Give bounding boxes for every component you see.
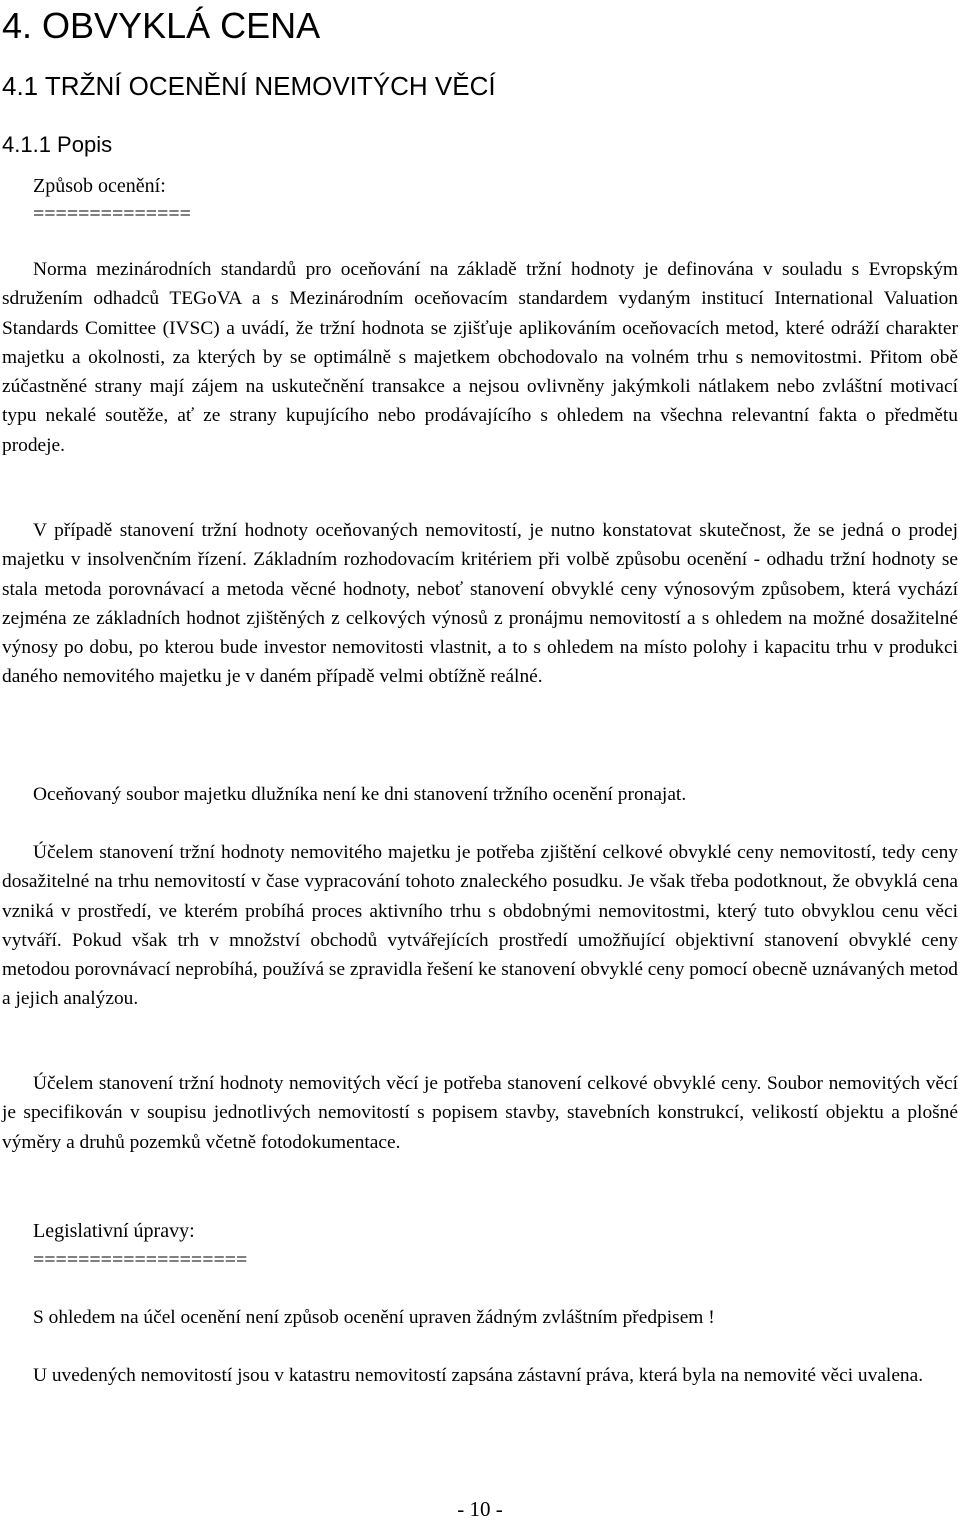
- subsection-heading: 4.1.1 Popis: [2, 132, 113, 157]
- method-label: Způsob ocenění:: [33, 175, 166, 197]
- paragraph-purpose: Účelem stanovení tržní hodnoty nemovitého majetku je potřeba zjištění celkové obvyklé ceny nemovitostí, tedy ceny dosažitelné na trhu nemovitostí v čase vypracování tohoto znaleckého posudku. Je však třeba podotknout, že obvyklá cena vzniká v prostředí, ve kterém probíhá proces aktivního trhu s obdobnými nemovitostmi, který tuto obvyklou cenu věci vytváří. Pokud však trh v množství obchodů vytvářejících prostředí umožňující objektivní stanovení obvyklé ceny metodou porovnávací neprobíhá, používá se zpravidla řešení ke stanovení obvyklé ceny pomocí obecně uznávaných metod a jejich analýzou.: [2, 842, 958, 1010]
- paragraph-legislation: S ohledem na účel ocenění není způsob ocenění upraven žádným zvláštním předpisem !: [33, 1307, 715, 1328]
- page-number: - 10 -: [457, 1497, 503, 1521]
- paragraph-definition: Norma mezinárodních standardů pro oceňování na základě tržní hodnoty je definována v souladu s Evropským sdružením odhadců TEGoVA a s Mezinárodním oceňovacím standardem vydaným institucí International Valuation Standards Comittee (IVSC) a uvádí, že tržní hodnota se zjišťuje aplikováním oceňovacích metod, které odráží charakter majetku a okolnosti, za kterých by se optimálně s majetkem obchodovalo na volném trhu s nemovitostmi. Přitom obě zúčastněné strany mají zájem na uskutečnění transakce a nejsou ovlivněny jakýmkoli nátlakem nebo zvláštní motivací typu nekalé soutěže, ať ze strany kupujícího nebo prodávajícího s ohledem na všechna relevantní fakta o předmětu prodeje.: [2, 259, 958, 456]
- section-heading: 4.1 TRŽNÍ OCENĚNÍ NEMOVITÝCH VĚCÍ: [2, 71, 496, 101]
- legislation-label: Legislativní úpravy:: [33, 1220, 195, 1242]
- legislation-rule: ===================: [33, 1249, 248, 1271]
- chapter-heading: 4. OBVYKLÁ CENA: [2, 5, 321, 46]
- paragraph-liens: U uvedených nemovitostí jsou v katastru nemovitostí zapsána zástavní práva, která byla na nemovité věci uvalena.: [33, 1365, 924, 1386]
- paragraph-method-choice: V případě stanovení tržní hodnoty oceňovaných nemovitostí, je nutno konstatovat skutečnost, že se jedná o prodej majetku v insolvenčním řízení. Základním rozhodovacím kritériem při volbě způsobu ocenění - odhadu tržní hodnoty se stala metoda porovnávací a metoda věcné hodnoty, neboť stanovení obvyklé ceny výnosovým způsobem, která vychází zejména ze základních hodnot zjištěných z celkových výnosů z pronájmu nemovitostí a s ohledem na možné dosažitelné výnosy po dobu, po kterou bude investor nemovitosti vlastnit, a to s ohledem na místo polohy i kapacitu trhu v produkci daného nemovitého majetku je v daném případě velmi obtížně reálné.: [2, 520, 958, 688]
- paragraph-lease: Oceňovaný soubor majetku dlužníka není ke dni stanovení tržního ocenění pronajat.: [33, 784, 687, 805]
- paragraph-specification: Účelem stanovení tržní hodnoty nemovitých věcí je potřeba stanovení celkové obvyklé ceny. Soubor nemovitých věcí je specifikován v soupisu jednotlivých nemovitostí s popisem stavby, stavebních konstrukcí, velikostí objektu a plošné výměry a druhů pozemků včetně fotodokumentace.: [2, 1073, 958, 1153]
- method-rule: ==============: [33, 203, 191, 225]
